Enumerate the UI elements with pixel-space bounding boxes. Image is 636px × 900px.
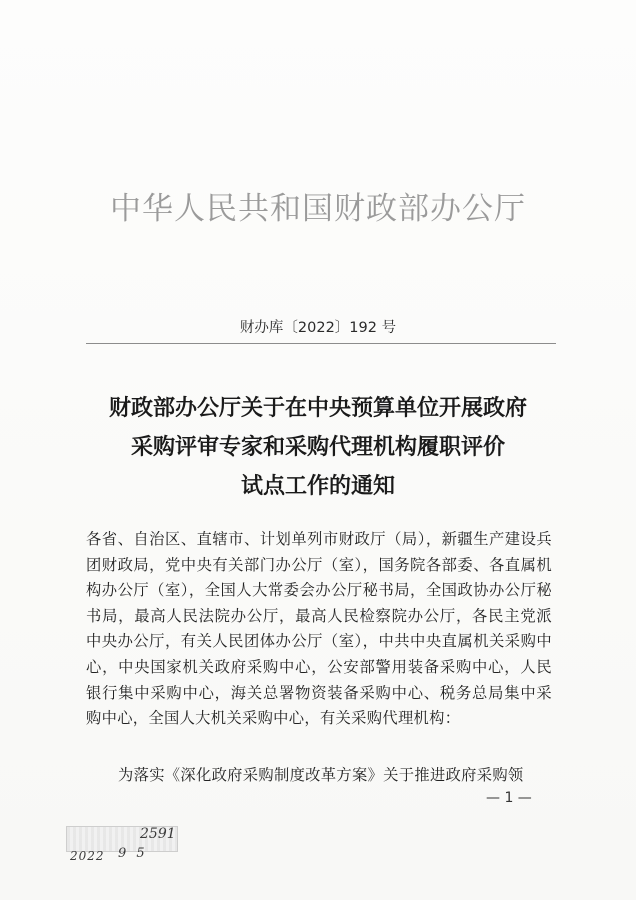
handwritten-date-month-day: 9 5 — [118, 846, 148, 861]
handwritten-date-year: 2022 — [70, 849, 105, 863]
document-number: 财办库〔2022〕192 号 — [239, 320, 397, 336]
title-line-1: 财政部办公厅关于在中央预算单位开展政府 — [108, 395, 527, 421]
title-line-3: 试点工作的通知 — [240, 473, 395, 499]
handwritten-receipt-number: 2591 — [140, 826, 176, 842]
addressee-list: 各省、自治区、直辖市、计划单列市财政厅（局），新疆生产建设兵团财政局，党中央有关部门办公厅（室），国务院各部委、各直属机构办公厅（室），全国人大常委会办公厅秘书局，全国政协办公厅秘书局，最高人民法院办公厅，最高人民检察院办公厅，各民主党派中央办公厅，有关人民团体办公厅（室），中共中央直属机关采购中心，中央国家机关政府采购中心，公安部警用装备采购中心，人民银行集中采购中心，海关总署物资装备采购中心、税务总局集中采购中心，全国人大机关采购中心，有关采购代理机构： — [86, 530, 552, 728]
page-number: — 1 — — [486, 790, 532, 806]
body-paragraph: 为落实《深化政府采购制度改革方案》关于推进政府采购领 — [118, 766, 524, 784]
header-divider-line — [86, 343, 556, 344]
document-title — [60, 389, 576, 506]
title-line-2: 采购评审专家和采购代理机构履职评价 — [130, 434, 505, 460]
issuing-organization-header: 中华人民共和国财政部办公厅 — [110, 191, 526, 227]
